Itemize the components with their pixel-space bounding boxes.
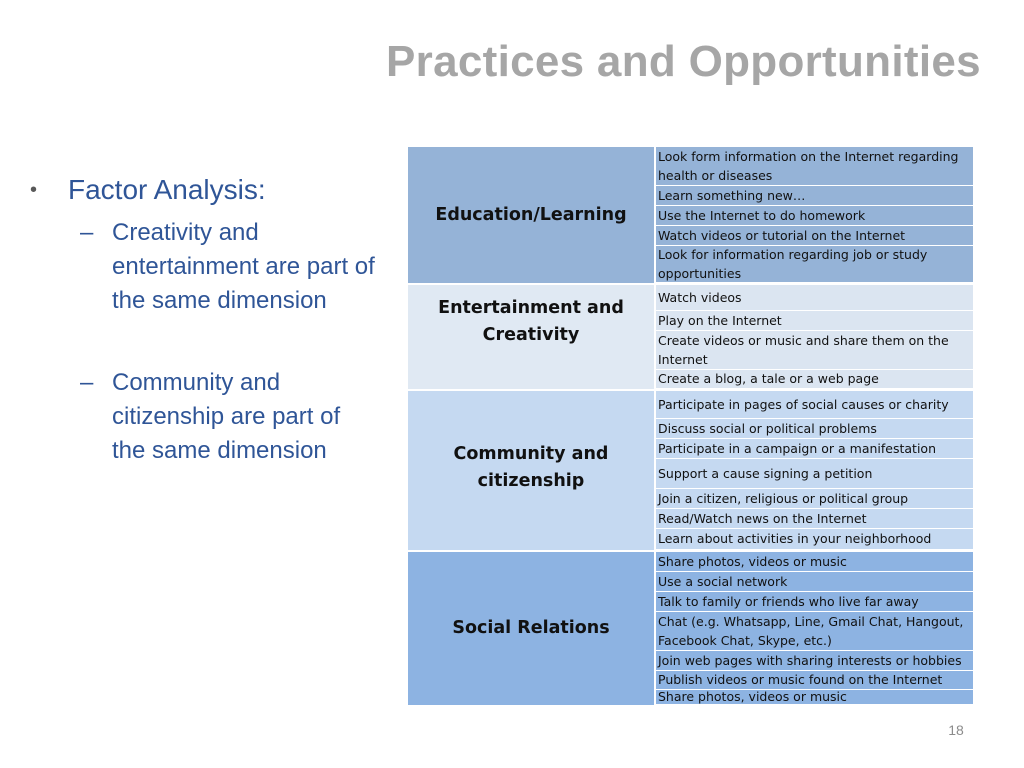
table-row: Support a cause signing a petition [656, 459, 973, 489]
table-row: Use the Internet to do homework [656, 206, 973, 226]
table-row: Create a blog, a tale or a web page [656, 370, 973, 389]
table-row: Look for information regarding job or study opportunities [656, 246, 973, 283]
sub-bullet-text: Creativity and entertainment are part of the same dimension [112, 219, 375, 314]
table-row: Create videos or music and share them on the Internet [656, 331, 973, 370]
group-items [656, 391, 973, 550]
table-row: Use a social network [656, 572, 973, 592]
group-community-citizenship [408, 391, 973, 550]
table-row: Join web pages with sharing interests or hobbies [656, 651, 973, 671]
table-row: Discuss social or political problems [656, 419, 973, 439]
table-row: Learn something new… [656, 186, 973, 206]
factor-table [408, 147, 973, 705]
group-label: Community and citizenship [408, 391, 654, 550]
table-row: Play on the Internet [656, 311, 973, 331]
group-items [656, 552, 973, 705]
group-label: Education/Learning [408, 147, 654, 283]
dash-icon: – [80, 369, 94, 396]
bullet-list [28, 170, 378, 468]
bullet-text: Factor Analysis: [68, 174, 266, 205]
table-row: Chat (e.g. Whatsapp, Line, Gmail Chat, Hangout, Facebook Chat, Skype, etc.) [656, 612, 973, 651]
table-row: Watch videos [656, 285, 973, 311]
table-row: Share photos, videos or music [656, 552, 973, 572]
table-row: Watch videos or tutorial on the Internet [656, 226, 973, 246]
table-row: Look form information on the Internet regarding health or diseases [656, 147, 973, 186]
group-label: Social Relations [408, 552, 654, 705]
bullet-factor-analysis [28, 170, 378, 210]
table-row: Participate in a campaign or a manifestation [656, 439, 973, 459]
group-education-learning [408, 147, 973, 283]
group-items [656, 147, 973, 283]
sub-bullet-text: Community and citizenship are part of the same dimension [112, 369, 341, 464]
table-row: Read/Watch news on the Internet [656, 509, 973, 529]
slide-title: Practices and Opportunities [386, 37, 981, 86]
sub-bullet-community [28, 366, 378, 468]
page-number: 18 [948, 722, 964, 738]
table-row: Participate in pages of social causes or charity [656, 391, 973, 419]
table-row: Share photos, videos or music [656, 690, 973, 705]
dash-icon: – [80, 219, 94, 246]
group-label: Entertainment and Creativity [408, 285, 654, 389]
bullet-dot-icon: • [30, 179, 38, 201]
table-row: Publish videos or music found on the Internet [656, 671, 973, 690]
group-items [656, 285, 973, 389]
group-social-relations [408, 552, 973, 705]
table-row: Learn about activities in your neighborhood [656, 529, 973, 550]
group-entertainment-creativity [408, 285, 973, 389]
sub-bullet-creativity [28, 216, 378, 318]
table-row: Join a citizen, religious or political group [656, 489, 973, 509]
table-row: Talk to family or friends who live far away [656, 592, 973, 612]
